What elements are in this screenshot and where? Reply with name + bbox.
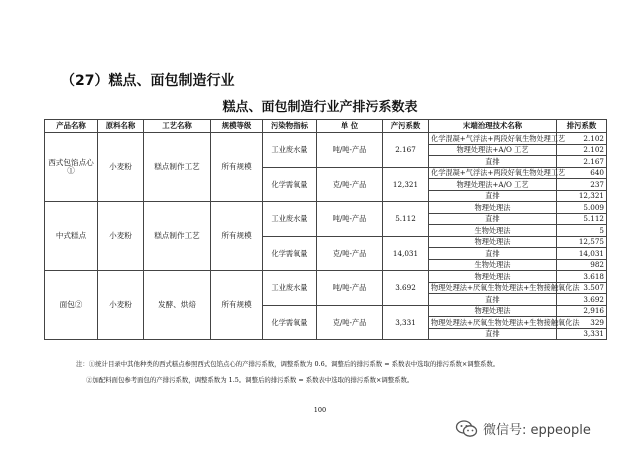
- material-name-cell: 小麦粉: [98, 133, 144, 202]
- emission-coef-cell: 5.112: [557, 213, 607, 225]
- product-name-cell: 面包②: [45, 271, 98, 340]
- pollutant-indicator-cell: 化学需氧量: [263, 236, 317, 271]
- emission-coef-cell: 5.009: [557, 202, 607, 214]
- production-coef-cell: 3,331: [383, 305, 429, 340]
- table-row: [45, 271, 607, 283]
- treatment-tech-cell: 物理处理法+厌氧生物处理法+生物接触氧化法: [429, 282, 557, 294]
- unit-cell: 克/吨-产品: [317, 167, 383, 202]
- header-unit: 单 位: [317, 120, 383, 133]
- footnotes: [76, 356, 499, 388]
- treatment-tech-cell: 生物处理法: [429, 225, 557, 237]
- page-number: 100: [313, 406, 327, 414]
- treatment-tech-cell: 物理处理法: [429, 305, 557, 317]
- header-process: 工艺名称: [144, 120, 211, 133]
- table-title: 糕点、面包制造行业产排污系数表: [222, 100, 418, 115]
- pollutant-indicator-cell: 工业废水量: [263, 202, 317, 237]
- treatment-tech-cell: 物理处理法+A/O 工艺: [429, 179, 557, 191]
- unit-cell: 克/吨-产品: [317, 305, 383, 340]
- pollutant-indicator-cell: 工业废水量: [263, 133, 317, 168]
- process-name-cell: 发酵、烘焙: [144, 271, 211, 340]
- scale-level-cell: 所有规模: [211, 202, 263, 271]
- production-coef-cell: 14,031: [383, 236, 429, 271]
- treatment-tech-cell: 物理处理法+A/O 工艺: [429, 144, 557, 156]
- footnote-2: ②加配料面包参考面包的产排污系数，调整系数为 1.5。调整后的排污系数 = 系数表中选取的排污系数×调整系数。: [86, 376, 414, 384]
- process-name-cell: 糕点制作工艺: [144, 133, 211, 202]
- emission-coef-cell: 3.507: [557, 282, 607, 294]
- table-row: [45, 133, 607, 145]
- table-header-row: [45, 120, 607, 133]
- emission-coef-cell: 12,321: [557, 190, 607, 202]
- material-name-cell: 小麦粉: [98, 202, 144, 271]
- treatment-tech-cell: 直排: [429, 248, 557, 260]
- emission-coef-cell: 982: [557, 259, 607, 271]
- wechat-watermark: [456, 419, 591, 438]
- pollutant-indicator-cell: 化学需氧量: [263, 305, 317, 340]
- treatment-tech-cell: 直排: [429, 294, 557, 306]
- unit-cell: 吨/吨-产品: [317, 271, 383, 306]
- treatment-tech-cell: 物理处理法: [429, 236, 557, 248]
- wechat-id-text: 微信号: eppeople: [483, 423, 591, 438]
- scale-level-cell: 所有规模: [211, 271, 263, 340]
- emission-coef-cell: 12,575: [557, 236, 607, 248]
- wechat-icon: [456, 420, 478, 438]
- treatment-tech-cell: 物理处理法: [429, 271, 557, 283]
- product-name-cell: 中式糕点: [45, 202, 98, 271]
- treatment-tech-cell: 直排: [429, 213, 557, 225]
- emission-coef-cell: 2.167: [557, 156, 607, 168]
- emission-coef-cell: 3.618: [557, 271, 607, 283]
- footnote-1: 注：①统计目录中其他种类的西式糕点参照西式包馅点心的产排污系数，调整系数为 0.6。调整后的排污系数 = 系数表中选取的排污系数×调整系数。: [76, 360, 500, 368]
- emission-coef-cell: 329: [557, 317, 607, 329]
- table-body: [45, 133, 607, 340]
- production-coef-cell: 12,321: [383, 167, 429, 202]
- treatment-tech-cell: 直排: [429, 156, 557, 168]
- header-pollutant: 污染物指标: [263, 120, 317, 133]
- emission-coefficient-table: [44, 119, 607, 340]
- scale-level-cell: 所有规模: [211, 133, 263, 202]
- treatment-tech-cell: 直排: [429, 328, 557, 340]
- production-coef-cell: 2.167: [383, 133, 429, 168]
- emission-coef-cell: 5: [557, 225, 607, 237]
- section-title: （27）糕点、面包制造行业: [61, 73, 235, 89]
- header-scale: 规模等级: [211, 120, 263, 133]
- emission-coef-cell: 3.692: [557, 294, 607, 306]
- process-name-cell: 糕点制作工艺: [144, 202, 211, 271]
- pollutant-indicator-cell: 化学需氧量: [263, 167, 317, 202]
- header-emission-coef: 排污系数: [557, 120, 607, 133]
- treatment-tech-cell: 化学混凝+气浮法+两段好氧生物处理工艺: [429, 133, 557, 145]
- header-production-coef: 产污系数: [383, 120, 429, 133]
- production-coef-cell: 5.112: [383, 202, 429, 237]
- treatment-tech-cell: 化学混凝+气浮法+两段好氧生物处理工艺: [429, 167, 557, 179]
- unit-cell: 吨/吨-产品: [317, 202, 383, 237]
- emission-coef-cell: 3,331: [557, 328, 607, 340]
- header-product: 产品名称: [45, 120, 98, 133]
- pollutant-indicator-cell: 工业废水量: [263, 271, 317, 306]
- unit-cell: 克/吨-产品: [317, 236, 383, 271]
- emission-coef-cell: 640: [557, 167, 607, 179]
- treatment-tech-cell: 直排: [429, 190, 557, 202]
- header-material: 原料名称: [98, 120, 144, 133]
- emission-coef-cell: 237: [557, 179, 607, 191]
- treatment-tech-cell: 物理处理法+厌氧生物处理法+生物接触氧化法: [429, 317, 557, 329]
- unit-cell: 吨/吨-产品: [317, 133, 383, 168]
- treatment-tech-cell: 生物处理法: [429, 259, 557, 271]
- emission-coef-cell: 14,031: [557, 248, 607, 260]
- production-coef-cell: 3.692: [383, 271, 429, 306]
- table-row: [45, 202, 607, 214]
- treatment-tech-cell: 物理处理法: [429, 202, 557, 214]
- emission-coef-cell: 2.102: [557, 133, 607, 145]
- emission-coef-cell: 2.102: [557, 144, 607, 156]
- emission-coef-cell: 2,916: [557, 305, 607, 317]
- header-treatment: 末端治理技术名称: [429, 120, 557, 133]
- material-name-cell: 小麦粉: [98, 271, 144, 340]
- product-name-cell: 西式包馅点心①: [45, 133, 98, 202]
